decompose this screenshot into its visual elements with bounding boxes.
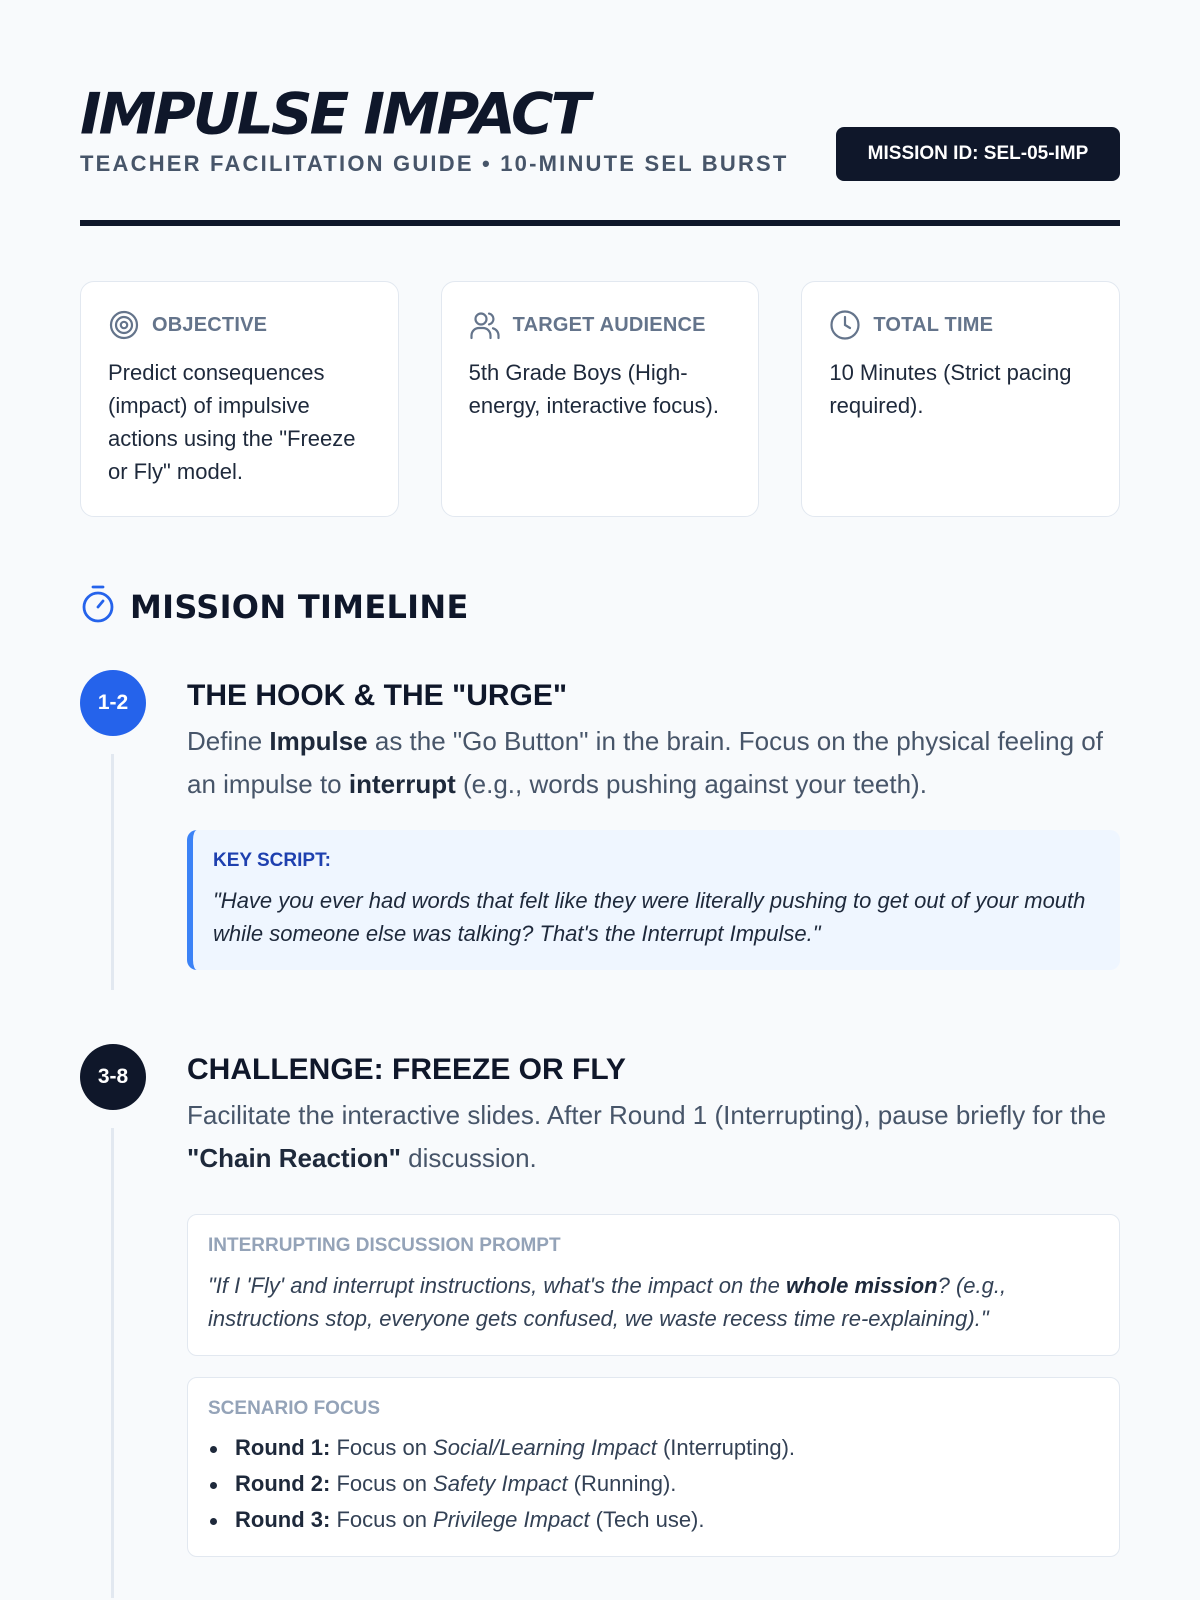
step-title: CHALLENGE: FREEZE OR FLY [187,1053,626,1086]
step-connector [111,1128,114,1598]
key-script-callout [187,830,1120,970]
step-badge: 1-2 [80,670,146,736]
step-description: Facilitate the interactive slides. After Round 1 (Interrupting), pause briefly for the "Chain Reaction" discussion. [187,1100,1107,1173]
audience-card [441,281,760,517]
time-card [801,281,1120,517]
objective-card [80,281,399,517]
script-text: "Have you ever had words that felt like they were literally pushing to get out of your mouth while someone else was talking? That's the Interrupt Impulse." [213,888,1086,946]
timeline-heading [80,584,469,629]
header-divider [80,220,1120,226]
info-cards [80,281,1120,517]
step-connector [111,754,114,990]
users-icon [469,309,501,341]
card-text: Predict consequences (impact) of impulsive actions using the "Freeze or Fly" model. [108,360,356,484]
scenario-label: SCENARIO FOCUS [208,1398,381,1419]
page-title: IMPULSE IMPACT [80,80,588,148]
timeline-title: MISSION TIMELINE [130,587,469,626]
card-label: TOTAL TIME [873,313,994,336]
target-icon [108,309,140,341]
clock-icon [829,309,861,341]
discussion-prompt-box [187,1214,1120,1356]
list-item: Round 1: Focus on Social/Learning Impact (Interrupting). [208,1430,1099,1466]
page-subtitle: TEACHER FACILITATION GUIDE • 10-MINUTE SEL BURST [80,151,789,176]
scenario-focus-box [187,1377,1120,1557]
prompt-text: "If I 'Fly' and interrupt instructions, what's the impact on the whole mission? (e.g., instructions stop, everyone gets confused, we waste recess time re-explaining)." [208,1273,1007,1331]
script-label: KEY SCRIPT: [213,850,331,871]
list-item: Round 2: Focus on Safety Impact (Running). [208,1466,1099,1502]
card-label: OBJECTIVE [152,313,268,336]
prompt-label: INTERRUPTING DISCUSSION PROMPT [208,1235,561,1256]
scenario-list [208,1430,1099,1538]
step-description: Define Impulse as the "Go Button" in the brain. Focus on the physical feeling of an impulse to interrupt (e.g., words pushing against your teeth). [187,726,1103,799]
card-label: TARGET AUDIENCE [512,313,706,336]
stopwatch-icon [80,584,116,629]
mission-id-badge: MISSION ID: SEL-05-IMP [836,127,1120,181]
card-text: 10 Minutes (Strict pacing required). [829,360,1072,418]
list-item: Round 3: Focus on Privilege Impact (Tech use). [208,1502,1099,1538]
step-badge: 3-8 [80,1044,146,1110]
card-text: 5th Grade Boys (High-energy, interactive focus). [468,360,719,418]
step-title: THE HOOK & THE "URGE" [187,679,568,712]
